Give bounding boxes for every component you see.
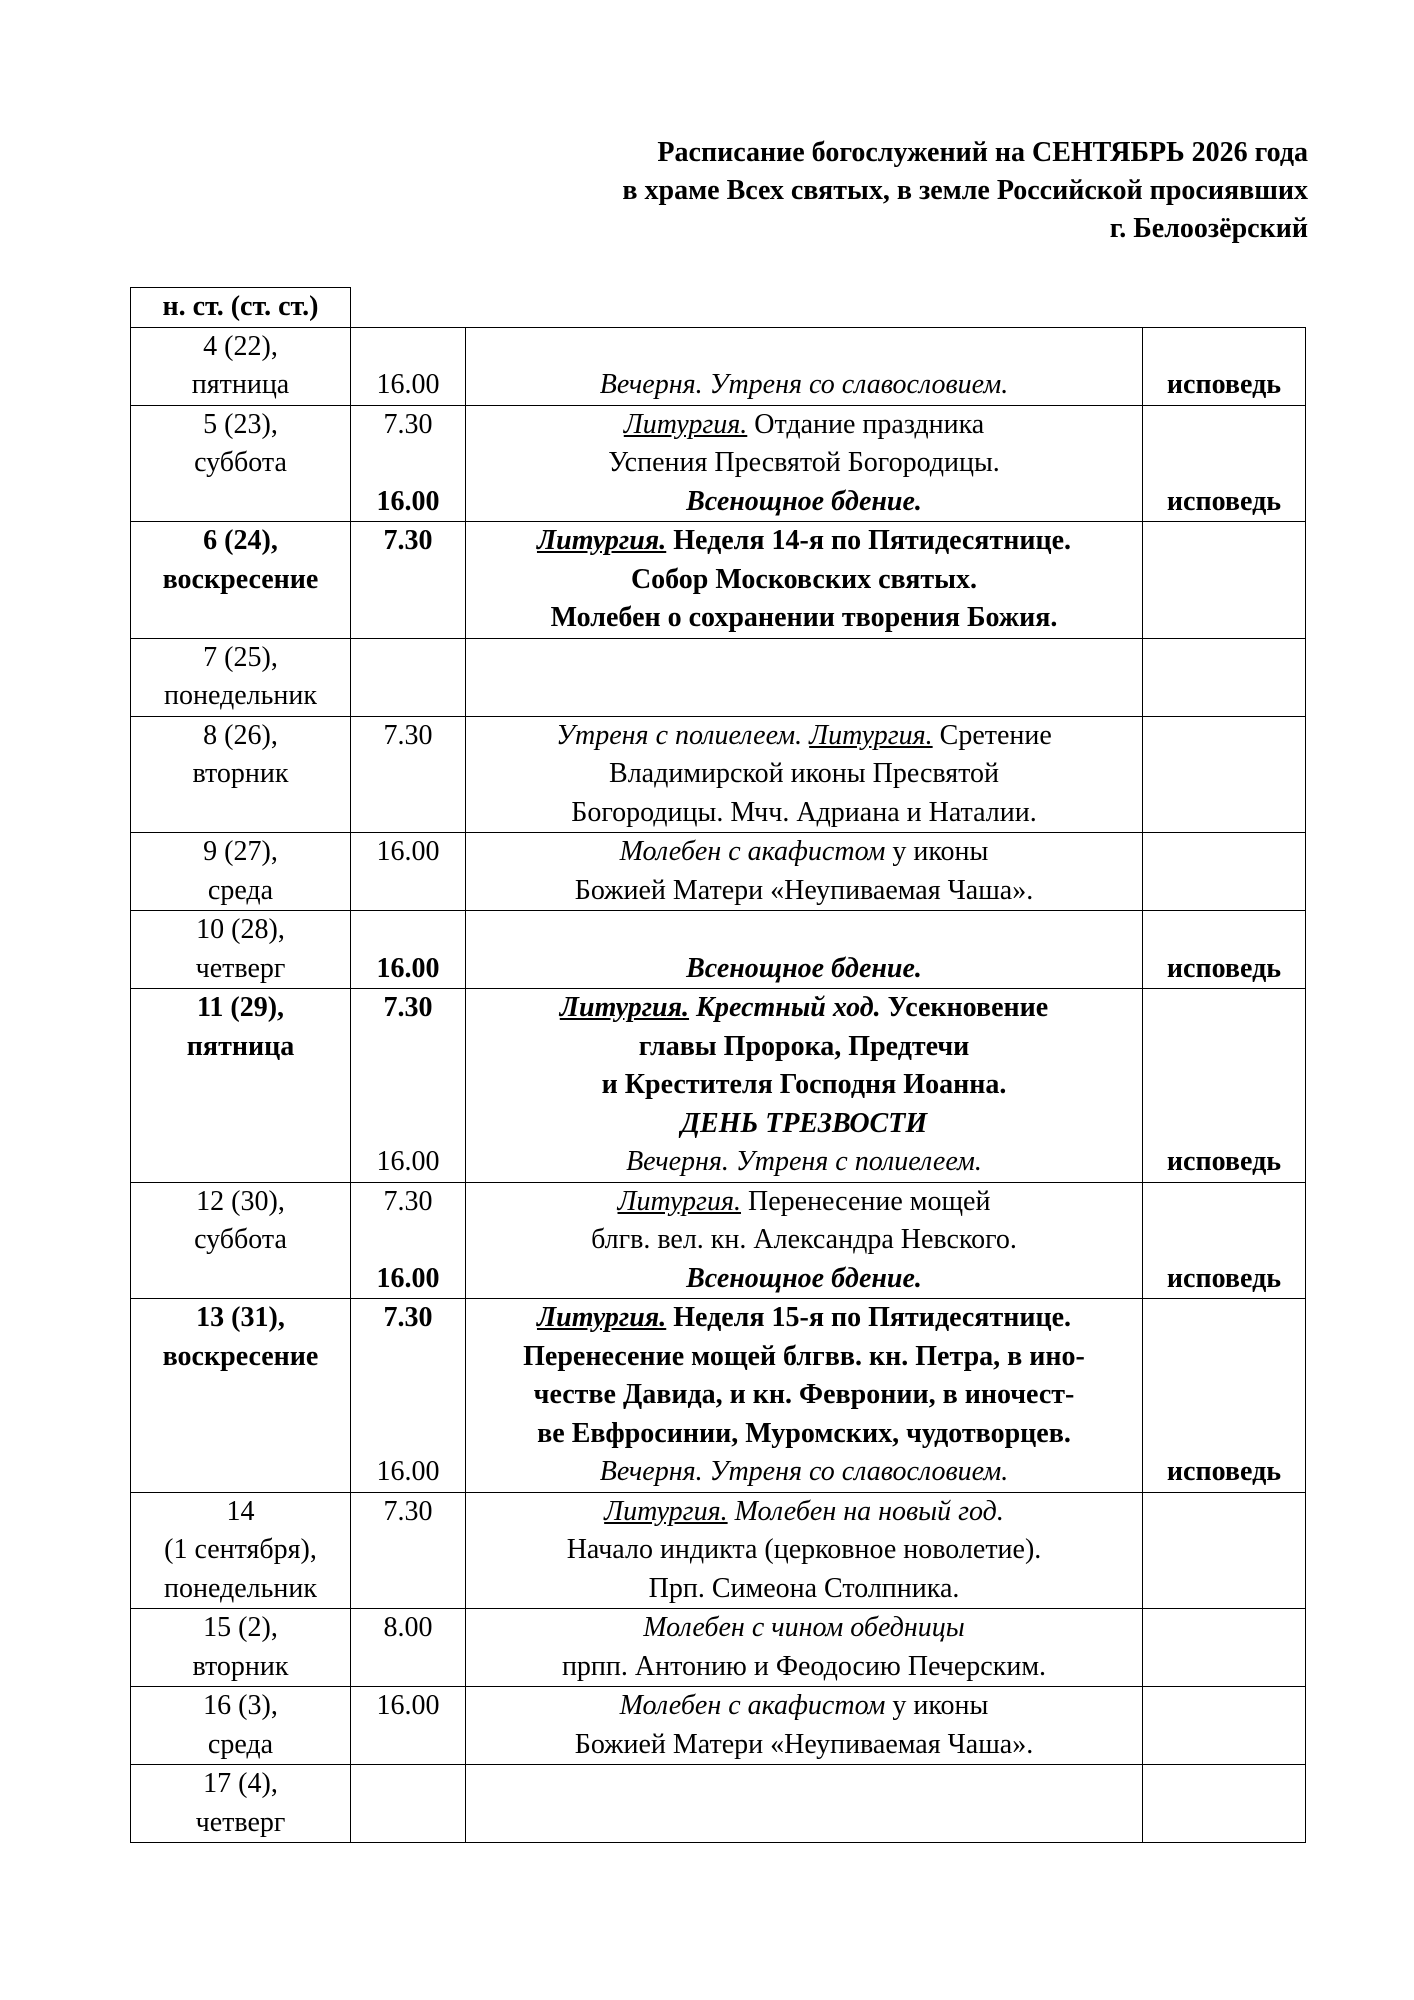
- date-line: четверг: [195, 952, 286, 984]
- date-line: воскресение: [162, 1340, 319, 1372]
- service-text: Крестный ход.: [696, 992, 881, 1023]
- service-cell: [466, 638, 1143, 716]
- date-cell: [131, 638, 351, 716]
- confession-note: [1143, 444, 1305, 483]
- confession-note: [1143, 755, 1305, 794]
- date-cell: [131, 1492, 351, 1609]
- confession-note: [1143, 989, 1305, 1028]
- date-line: 6 (24),: [203, 525, 278, 556]
- note-cell: [1143, 1687, 1306, 1765]
- confession-note: исповедь: [1166, 1456, 1282, 1487]
- time-line: [351, 1338, 465, 1377]
- service-cell: [466, 833, 1143, 911]
- service-text: Начало индикта (церковное новолетие).: [566, 1534, 1042, 1565]
- time-line: [351, 1570, 465, 1609]
- confession-note: [1143, 1105, 1305, 1144]
- date-cell: [131, 1765, 351, 1843]
- date-line: (1 сентября),: [164, 1534, 317, 1565]
- time-cell: [351, 327, 466, 405]
- service-text: Сретение: [932, 719, 1052, 751]
- service-text: Вечерня. Утреня со славословием.: [599, 1456, 1009, 1487]
- service-text: Прп. Симеона Столпника.: [648, 1572, 960, 1604]
- service-text: Всенощное бдение.: [686, 485, 922, 517]
- time-line: [351, 1221, 465, 1260]
- service-line: [466, 639, 1142, 678]
- confession-note: [1143, 1804, 1305, 1843]
- service-line: [466, 1376, 1142, 1415]
- date-line: пятница: [186, 1030, 295, 1062]
- date-line: 14: [226, 1495, 255, 1527]
- note-cell: [1143, 405, 1306, 522]
- service-line: [466, 1338, 1142, 1377]
- table-row: [131, 1609, 1306, 1687]
- service-cell: [466, 911, 1143, 989]
- date-cell: [131, 522, 351, 639]
- table-row: [131, 1687, 1306, 1765]
- time-line: [351, 1105, 465, 1144]
- note-cell: [1143, 1609, 1306, 1687]
- schedule-header: [622, 134, 1308, 248]
- service-line: [466, 444, 1142, 483]
- service-text: и Крестителя Господня Иоанна.: [601, 1069, 1007, 1100]
- time-line: [351, 639, 465, 678]
- time-line: 7.30: [383, 525, 433, 556]
- service-line: [466, 755, 1142, 794]
- service-text: Собор Московских святых.: [630, 563, 978, 595]
- confession-note: [1143, 1493, 1305, 1532]
- confession-note: [1143, 599, 1305, 638]
- confession-note: [1143, 1066, 1305, 1105]
- service-text: Литургия.: [536, 525, 667, 556]
- date-line: воскресение: [162, 563, 319, 595]
- date-line: 17 (4),: [203, 1768, 278, 1799]
- service-text: ДЕНЬ ТРЕЗВОСТИ: [680, 1107, 928, 1139]
- time-line: [351, 872, 465, 911]
- date-cell: [131, 989, 351, 1183]
- time-line: 8.00: [383, 1612, 433, 1643]
- confession-note: [1143, 833, 1305, 872]
- time-line: 16.00: [376, 952, 440, 984]
- date-line: 10 (28),: [196, 914, 285, 945]
- date-line: 9 (27),: [203, 836, 278, 867]
- service-line: [466, 522, 1142, 561]
- service-text: Владимирской иконы Пресвятой: [609, 758, 999, 789]
- service-text: Литургия.: [604, 1495, 728, 1527]
- date-line: 11 (29),: [196, 992, 285, 1023]
- table-row: [131, 327, 1306, 405]
- confession-note: [1143, 328, 1305, 367]
- service-text: главы Пророка, Предтечи: [638, 1030, 970, 1062]
- time-line: 16.00: [376, 1262, 440, 1294]
- service-text: Вечерня. Утреня с полиелеем.: [626, 1146, 982, 1177]
- service-text: Божией Матери «Неупиваемая Чаша».: [574, 874, 1034, 906]
- service-cell: [466, 522, 1143, 639]
- time-cell: [351, 1299, 466, 1493]
- date-line: пятница: [191, 369, 290, 400]
- time-line: 7.30: [383, 719, 433, 751]
- confession-note: исповедь: [1166, 485, 1282, 517]
- service-text: Молебен с акафистом: [619, 836, 886, 867]
- service-cell: [466, 1492, 1143, 1609]
- service-text: блгв. вел. кн. Александра Невского.: [591, 1224, 1017, 1255]
- service-text: Отдание праздника: [747, 408, 985, 440]
- confession-note: [1143, 1687, 1305, 1726]
- date-cell: [131, 1182, 351, 1299]
- service-line: [466, 1143, 1142, 1182]
- time-line: [351, 755, 465, 794]
- time-line: [351, 1376, 465, 1415]
- time-cell: [351, 911, 466, 989]
- time-line: [351, 1415, 465, 1454]
- time-line: [351, 1765, 465, 1804]
- service-text: у иконы: [885, 1690, 989, 1721]
- service-line: [466, 989, 1142, 1028]
- note-cell: [1143, 833, 1306, 911]
- service-line: [466, 1493, 1142, 1532]
- note-cell: [1143, 327, 1306, 405]
- note-cell: [1143, 1492, 1306, 1609]
- service-line: [466, 833, 1142, 872]
- date-line: 8 (26),: [203, 719, 278, 751]
- confession-note: [1143, 794, 1305, 833]
- service-text: Утреня с полиелеем.: [556, 719, 810, 751]
- service-line: [466, 1260, 1142, 1299]
- header-title: Расписание богослужений на СЕНТЯБРЬ 2026 года: [657, 137, 1308, 168]
- service-text: Литургия.: [536, 1302, 667, 1333]
- confession-note: [1143, 639, 1305, 678]
- time-cell: [351, 1687, 466, 1765]
- service-text: прпп. Антонию и Феодосию Печерским.: [561, 1650, 1047, 1682]
- service-text: Всенощное бдение.: [686, 952, 922, 984]
- confession-note: исповедь: [1166, 1262, 1282, 1294]
- confession-note: [1143, 872, 1305, 911]
- header-church: в храме Всех святых, в земле Российской просиявших: [622, 175, 1308, 206]
- time-line: [351, 1804, 465, 1843]
- service-text: у иконы: [885, 836, 989, 867]
- service-line: [466, 1299, 1142, 1338]
- service-text: Литургия.: [617, 1185, 741, 1217]
- service-line: [466, 599, 1142, 638]
- confession-note: [1143, 1415, 1305, 1454]
- service-line: [466, 328, 1142, 367]
- date-cell: [131, 1299, 351, 1493]
- confession-note: [1143, 911, 1305, 950]
- service-line: [466, 1648, 1142, 1687]
- date-line: 7 (25),: [203, 641, 278, 673]
- service-line: [466, 1066, 1142, 1105]
- date-line: понедельник: [163, 680, 317, 711]
- service-line: [466, 794, 1142, 833]
- service-line: [466, 717, 1142, 756]
- time-line: [351, 1726, 465, 1765]
- service-line: [466, 1105, 1142, 1144]
- service-line: [466, 1765, 1142, 1804]
- confession-note: исповедь: [1166, 952, 1282, 984]
- schedule-table: [130, 287, 1306, 1843]
- service-text: Перенесение мощей: [741, 1185, 991, 1217]
- service-line: [466, 1183, 1142, 1222]
- service-cell: [466, 1609, 1143, 1687]
- service-line: [466, 366, 1142, 405]
- date-line: 16 (3),: [203, 1690, 278, 1721]
- date-line: среда: [207, 1728, 274, 1760]
- confession-note: исповедь: [1166, 1146, 1282, 1177]
- service-text: ве Евфросинии, Муромских, чудотворцев.: [537, 1417, 1071, 1449]
- service-text: Молебен с чином обедницы: [643, 1612, 965, 1643]
- service-text: Усекновение: [880, 992, 1049, 1023]
- date-cell: [131, 911, 351, 989]
- confession-note: [1143, 1609, 1305, 1648]
- time-line: [351, 561, 465, 600]
- confession-note: [1143, 717, 1305, 756]
- time-cell: [351, 1765, 466, 1843]
- confession-note: [1143, 677, 1305, 716]
- date-cell: [131, 405, 351, 522]
- time-cell: [351, 638, 466, 716]
- table-row: [131, 522, 1306, 639]
- confession-note: [1143, 406, 1305, 445]
- service-text: честве Давида, и кн. Февронии, в иночест-: [533, 1379, 1075, 1410]
- service-text: Молебен с акафистом: [619, 1690, 886, 1721]
- date-line: вторник: [192, 758, 289, 789]
- service-text: Литургия.: [623, 408, 748, 440]
- column-header-date: н. ст. (ст. ст.): [131, 288, 351, 328]
- note-cell: [1143, 989, 1306, 1183]
- date-line: 4 (22),: [203, 330, 278, 362]
- service-text: Перенесение мощей блгвв. кн. Петра, в ино-: [523, 1340, 1085, 1372]
- service-cell: [466, 716, 1143, 833]
- time-line: 16.00: [376, 485, 440, 517]
- table-header-row: [131, 288, 1306, 328]
- confession-note: [1143, 1726, 1305, 1765]
- time-line: [351, 444, 465, 483]
- table-row: [131, 911, 1306, 989]
- date-line: понедельник: [163, 1572, 317, 1604]
- service-line: [466, 1028, 1142, 1067]
- time-line: [351, 677, 465, 716]
- date-line: 15 (2),: [203, 1612, 278, 1643]
- service-line: [466, 1609, 1142, 1648]
- time-cell: [351, 833, 466, 911]
- table-row: [131, 716, 1306, 833]
- table-row: [131, 1492, 1306, 1609]
- time-cell: [351, 989, 466, 1183]
- time-line: 7.30: [383, 1495, 433, 1527]
- confession-note: [1143, 1183, 1305, 1222]
- date-line: 5 (23),: [203, 408, 278, 440]
- service-cell: [466, 1687, 1143, 1765]
- note-cell: [1143, 522, 1306, 639]
- service-line: [466, 872, 1142, 911]
- time-line: [351, 1066, 465, 1105]
- service-line: [466, 1221, 1142, 1260]
- service-line: [466, 677, 1142, 716]
- note-cell: [1143, 1299, 1306, 1493]
- note-cell: [1143, 1765, 1306, 1843]
- time-line: [351, 1028, 465, 1067]
- service-line: [466, 561, 1142, 600]
- time-cell: [351, 522, 466, 639]
- service-cell: [466, 1182, 1143, 1299]
- date-cell: [131, 327, 351, 405]
- date-line: 12 (30),: [196, 1185, 285, 1217]
- confession-note: [1143, 1221, 1305, 1260]
- service-text: Вечерня. Утреня со славословием.: [599, 369, 1009, 400]
- confession-note: исповедь: [1166, 369, 1282, 400]
- date-line: вторник: [192, 1650, 289, 1682]
- service-text: Богородицы. Мчч. Адриана и Наталии.: [571, 796, 1037, 828]
- time-line: 16.00: [376, 836, 440, 867]
- service-text: Молебен на новый год.: [727, 1495, 1004, 1527]
- time-line: [351, 328, 465, 367]
- table-row: [131, 1182, 1306, 1299]
- service-text: Всенощное бдение.: [686, 1262, 922, 1294]
- service-line: [466, 1415, 1142, 1454]
- note-cell: [1143, 1182, 1306, 1299]
- time-line: 16.00: [376, 1146, 440, 1177]
- service-line: [466, 1453, 1142, 1492]
- time-line: 16.00: [376, 369, 440, 400]
- date-line: четверг: [195, 1806, 286, 1838]
- date-cell: [131, 716, 351, 833]
- service-text: [689, 992, 696, 1023]
- service-line: [466, 1804, 1142, 1843]
- table-row: [131, 1765, 1306, 1843]
- date-cell: [131, 1687, 351, 1765]
- time-line: 7.30: [383, 992, 433, 1023]
- confession-note: [1143, 1299, 1305, 1338]
- time-line: [351, 599, 465, 638]
- table-row: [131, 1299, 1306, 1493]
- note-cell: [1143, 911, 1306, 989]
- header-city: г. Белоозёрский: [1109, 213, 1308, 244]
- time-cell: [351, 405, 466, 522]
- date-line: суббота: [194, 1224, 287, 1255]
- service-line: [466, 950, 1142, 989]
- note-cell: [1143, 716, 1306, 833]
- confession-note: [1143, 561, 1305, 600]
- service-cell: [466, 405, 1143, 522]
- service-cell: [466, 989, 1143, 1183]
- table-row: [131, 405, 1306, 522]
- time-line: 7.30: [383, 408, 433, 440]
- date-line: 13 (31),: [196, 1302, 285, 1333]
- service-line: [466, 1726, 1142, 1765]
- confession-note: [1143, 1648, 1305, 1687]
- time-line: [351, 1531, 465, 1570]
- confession-note: [1143, 1765, 1305, 1804]
- service-line: [466, 1531, 1142, 1570]
- date-cell: [131, 1609, 351, 1687]
- date-line: суббота: [194, 447, 287, 478]
- time-line: 16.00: [376, 1690, 440, 1721]
- time-line: [351, 1648, 465, 1687]
- table-row: [131, 638, 1306, 716]
- service-line: [466, 1687, 1142, 1726]
- date-cell: [131, 833, 351, 911]
- service-text: Литургия.: [559, 992, 690, 1023]
- confession-note: [1143, 1338, 1305, 1377]
- service-cell: [466, 327, 1143, 405]
- service-line: [466, 1570, 1142, 1609]
- confession-note: [1143, 1376, 1305, 1415]
- time-line: [351, 911, 465, 950]
- date-line: среда: [207, 874, 274, 906]
- confession-note: [1143, 1531, 1305, 1570]
- time-line: 7.30: [383, 1302, 433, 1333]
- service-text: Молебен о сохранении творения Божия.: [550, 602, 1058, 633]
- confession-note: [1143, 1028, 1305, 1067]
- service-cell: [466, 1299, 1143, 1493]
- service-line: [466, 406, 1142, 445]
- time-cell: [351, 1609, 466, 1687]
- time-cell: [351, 716, 466, 833]
- confession-note: [1143, 1570, 1305, 1609]
- service-line: [466, 911, 1142, 950]
- service-text: Божией Матери «Неупиваемая Чаша».: [574, 1728, 1034, 1760]
- note-cell: [1143, 638, 1306, 716]
- service-text: Неделя 14-я по Пятидесятнице.: [666, 525, 1072, 556]
- time-line: 7.30: [383, 1185, 433, 1217]
- service-text: Неделя 15-я по Пятидесятнице.: [666, 1302, 1072, 1333]
- confession-note: [1143, 522, 1305, 561]
- time-line: [351, 794, 465, 833]
- time-cell: [351, 1182, 466, 1299]
- table-row: [131, 989, 1306, 1183]
- table-row: [131, 833, 1306, 911]
- time-line: 16.00: [376, 1456, 440, 1487]
- service-text: Успения Пресвятой Богородицы.: [608, 447, 1000, 478]
- time-cell: [351, 1492, 466, 1609]
- service-text: Литургия.: [809, 719, 933, 751]
- service-line: [466, 483, 1142, 522]
- service-cell: [466, 1765, 1143, 1843]
